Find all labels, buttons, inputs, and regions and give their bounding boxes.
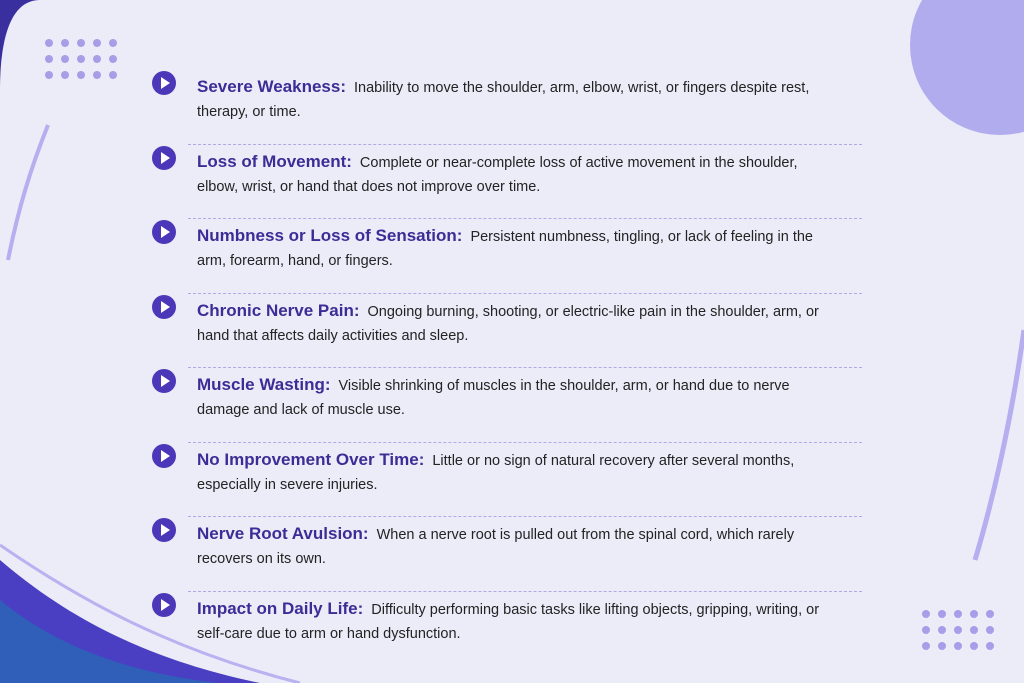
item-text [197,75,842,124]
item-title: No Improvement Over Time: [197,449,425,469]
item-title: Severe Weakness: [197,77,347,96]
list-item [188,145,862,220]
play-icon [152,146,176,170]
item-description: Ongoing burning, shooting, or electric-like pain in the shoulder, arm, or hand that affects daily activities and sleep. [197,303,819,344]
item-text [197,597,842,646]
item-title: Loss of Movement: [197,151,352,171]
play-icon [152,369,176,393]
item-text [197,299,842,348]
item-description: Visible shrinking of muscles in the shoulder, arm, or hand due to nerve damage and lack of muscle use. [197,378,790,418]
item-title: Impact on Daily Life: [197,598,364,618]
list-item [188,517,862,592]
item-title: Nerve Root Avulsion: [197,524,369,543]
list-item [188,294,862,369]
play-icon [152,593,176,617]
item-text [197,373,842,422]
item-title: Muscle Wasting: [197,375,331,394]
play-icon [152,444,176,468]
decorative-dots-bottom-right [922,610,994,650]
item-title: Chronic Nerve Pain: [197,300,360,320]
list-item [188,70,862,145]
list-item [188,592,862,667]
item-description: Difficulty performing basic tasks like lifting objects, gripping, writing, or self-care due to arm or hand dysfunction. [197,601,820,642]
play-icon [152,518,176,542]
item-description: Complete or near-complete loss of active movement in the shoulder, elbow, wrist, or hand that does not improve over time. [197,154,798,195]
item-text [197,522,842,571]
symptom-list [152,70,862,666]
item-description: Little or no sign of natural recovery after several months, especially in severe injuries. [197,452,795,493]
play-icon [152,295,176,319]
item-text [197,150,842,199]
item-description: Inability to move the shoulder, arm, elbow, wrist, or fingers despite rest, therapy, or time. [197,80,810,120]
list-item [188,219,862,294]
item-text [197,224,842,273]
list-item [188,368,862,443]
item-description: When a nerve root is pulled out from the spinal cord, which rarely recovers on its own. [197,527,795,567]
decorative-dots-top-left [45,39,117,79]
item-title: Numbness or Loss of Sensation: [197,226,463,245]
play-icon [152,71,176,95]
item-description: Persistent numbness, tingling, or lack of feeling in the arm, forearm, hand, or fingers. [197,229,813,269]
play-icon [152,220,176,244]
list-item [188,443,862,518]
item-text [197,448,842,497]
